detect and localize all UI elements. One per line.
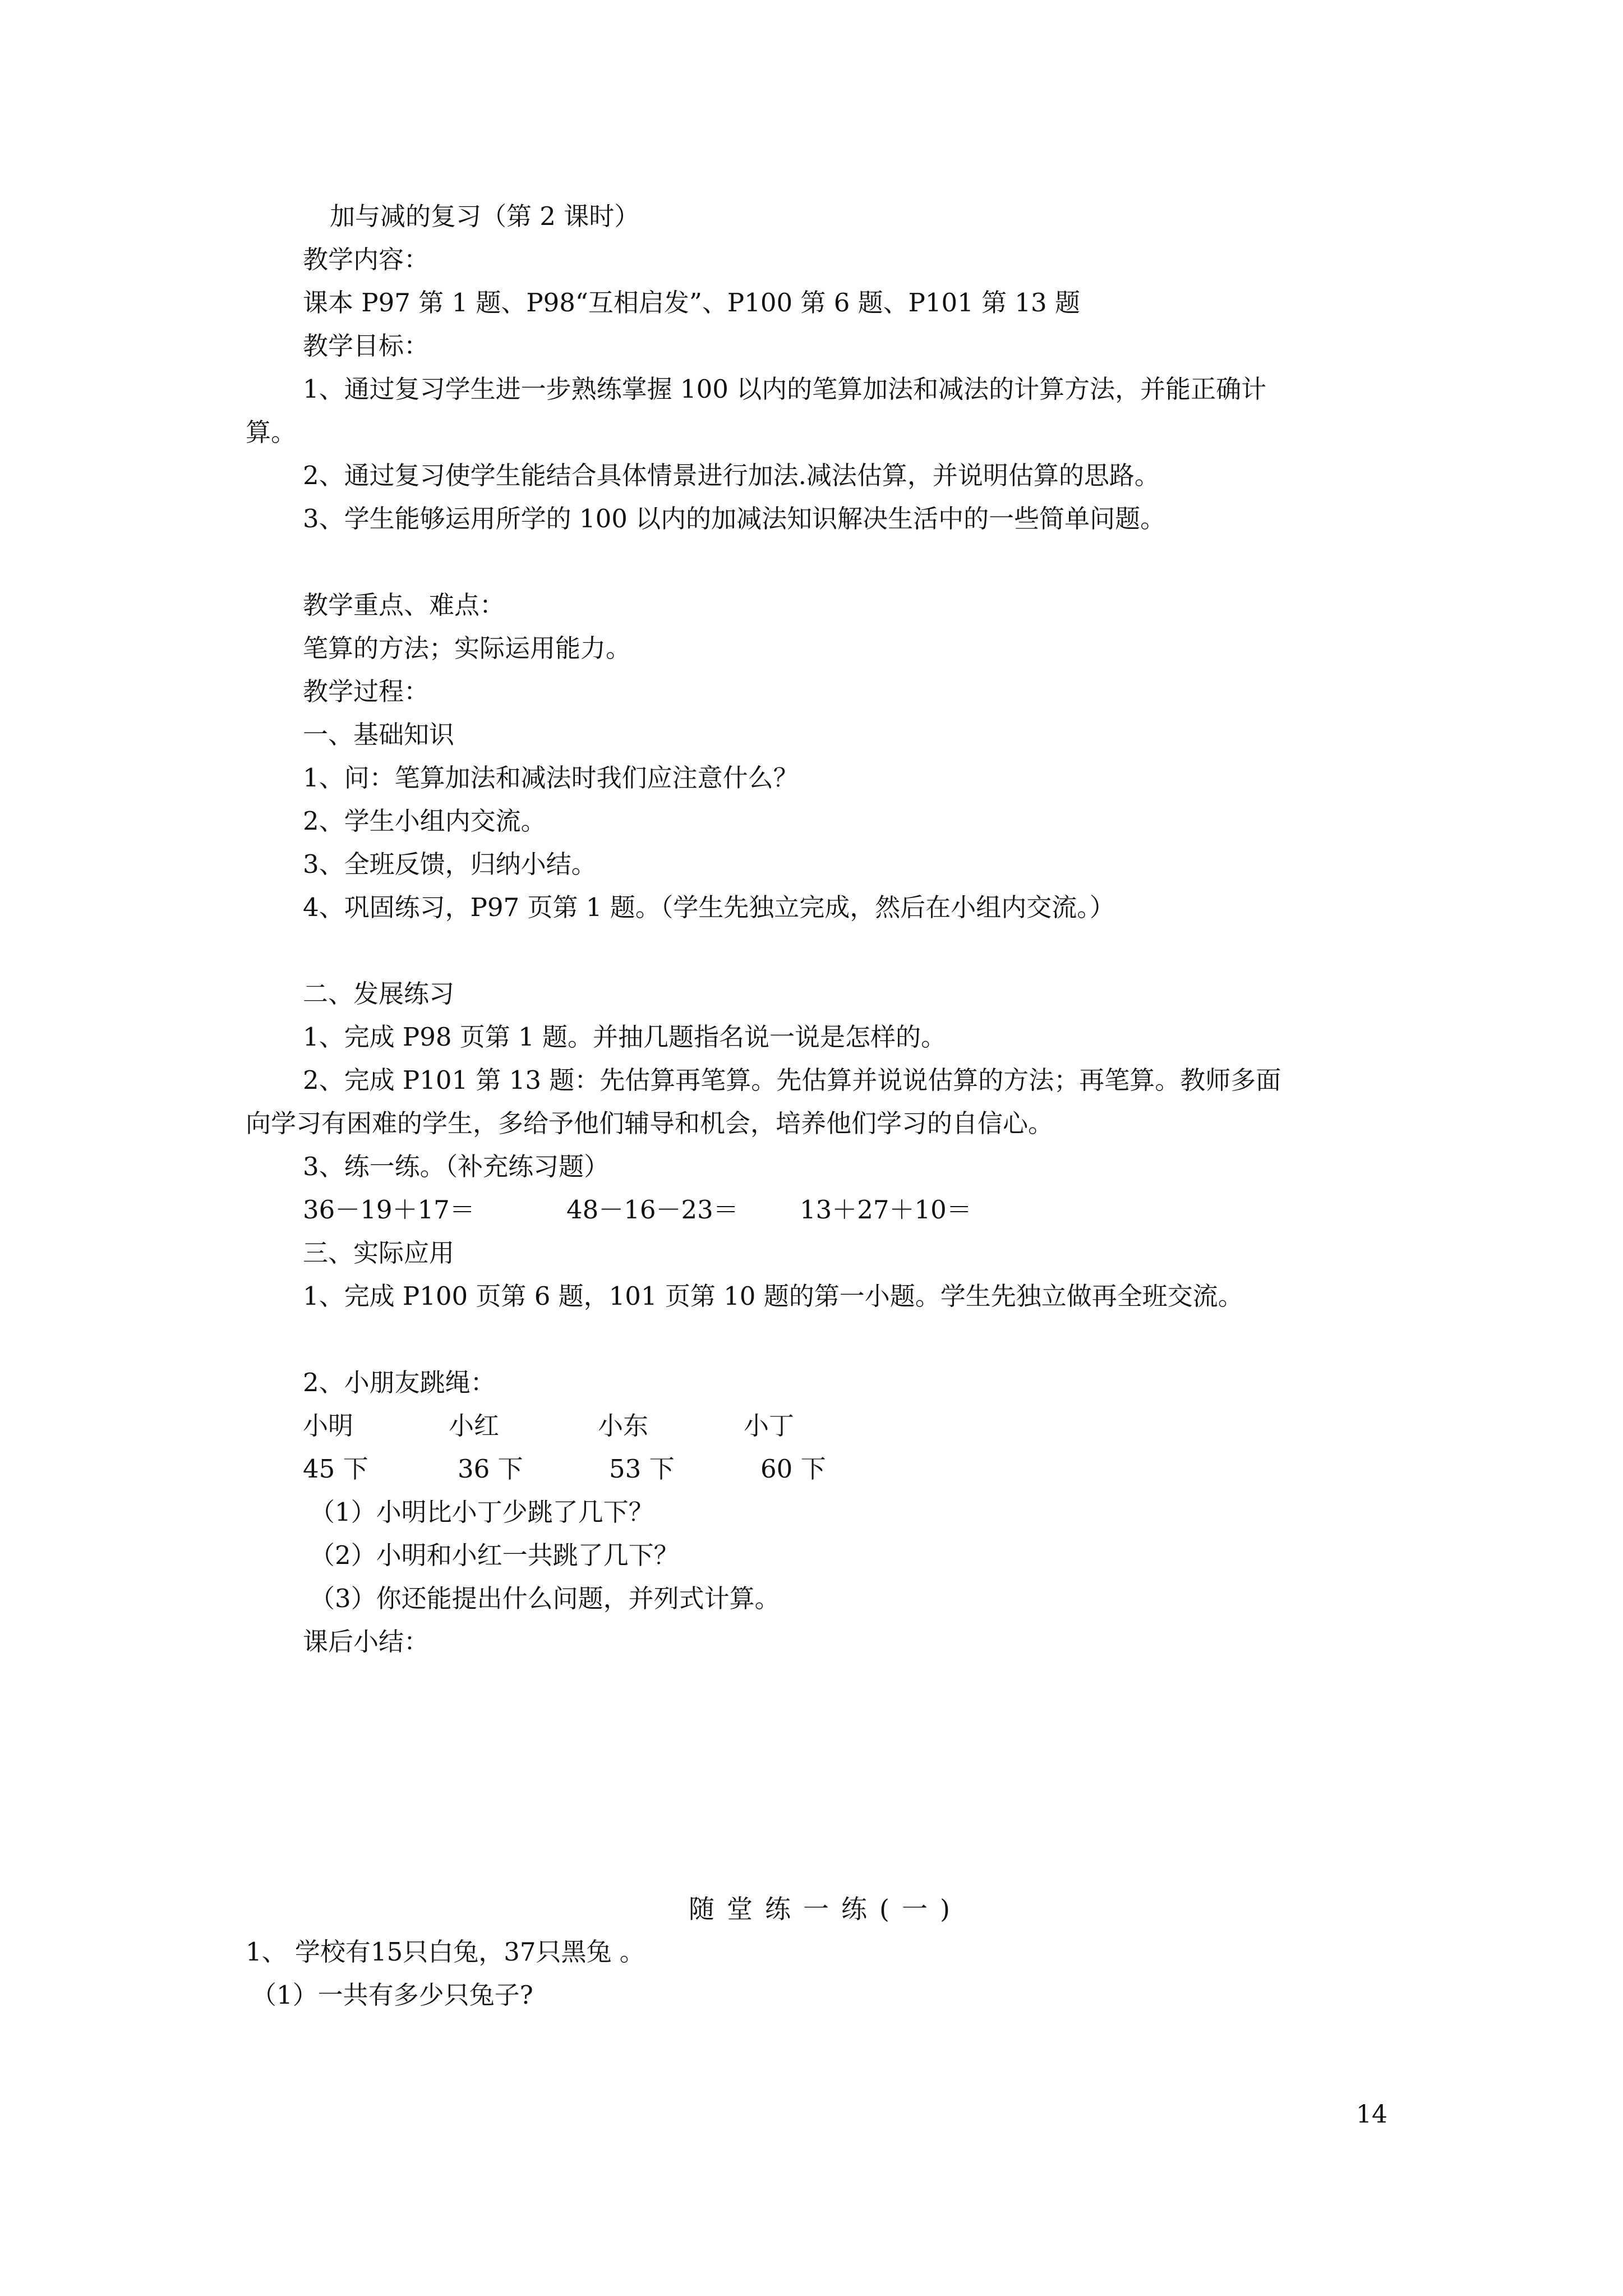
section-1-item-2: 2、学生小组内交流。 — [303, 806, 546, 836]
page-number: 14 — [1356, 2100, 1387, 2129]
question-2: （2）小明和小红一共跳了几下？ — [310, 1540, 679, 1570]
goal-1-line-2: 算。 — [246, 417, 297, 447]
practice-item-1: 1、 学校有15只白兔，37只黑兔 。 — [246, 1937, 645, 1967]
section-2-item-3: 3、练一练。（补充练习题） — [303, 1152, 610, 1181]
formula-3: 13＋27＋10＝ — [800, 1195, 972, 1225]
goal-3: 3、学生能够运用所学的 100 以内的加减法知识解决生活中的一些简单问题。 — [303, 504, 1166, 533]
formula-row — [303, 1193, 1088, 1227]
practice-item-1-question-1: （1）一共有多少只兔子? — [251, 1980, 533, 2010]
section-2-item-1: 1、完成 P98 页第 1 题。并抽几题指名说一说是怎样的。 — [303, 1022, 947, 1052]
key-label: 教学重点、难点： — [303, 590, 505, 620]
names-row — [303, 1409, 920, 1443]
goal-1-line-1: 1、通过复习学生进一步熟练掌握 100 以内的笔算加法和减法的计算方法，并能正确计 — [303, 374, 1267, 404]
section-1-heading: 一、基础知识 — [303, 720, 455, 749]
count-xiaodong: 53 下 — [609, 1454, 675, 1484]
counts-row — [303, 1452, 920, 1486]
content-label: 教学内容： — [303, 245, 430, 274]
name-xiaodong: 小东 — [598, 1411, 649, 1441]
name-xiaoding: 小丁 — [744, 1411, 795, 1441]
summary-label: 课后小结： — [303, 1627, 430, 1657]
section-1-item-1: 1、问：笔算加法和减法时我们应注意什么？ — [303, 763, 799, 793]
question-1: （1）小明比小丁少跳了几下？ — [310, 1497, 654, 1527]
section-1-item-3: 3、全班反馈，归纳小结。 — [303, 849, 597, 879]
count-xiaoming: 45 下 — [303, 1454, 368, 1484]
name-xiaoming: 小明 — [303, 1411, 354, 1441]
count-xiaohong: 36 下 — [458, 1454, 523, 1484]
section-3-item-2: 2、小朋友跳绳： — [303, 1368, 496, 1397]
formula-1: 36－19＋17＝ — [303, 1195, 475, 1225]
process-label: 教学过程： — [303, 677, 430, 706]
question-3: （3）你还能提出什么问题，并列式计算。 — [310, 1584, 780, 1613]
section-2-heading: 二、发展练习 — [303, 979, 455, 1009]
content-text: 课本 P97 第 1 题、P98“互相启发”、P100 第 6 题、P101 第 13 题 — [303, 288, 1080, 318]
goal-2: 2、通过复习使学生能结合具体情景进行加法.减法估算，并说明估算的思路。 — [303, 461, 1160, 490]
goals-label: 教学目标： — [303, 331, 430, 361]
lesson-title: 加与减的复习（第 2 课时） — [330, 201, 640, 231]
key-text: 笔算的方法；实际运用能力。 — [303, 633, 631, 663]
section-3-item-1: 1、完成 P100 页第 6 题，101 页第 10 题的第一小题。学生先独立做再全班交流。 — [303, 1281, 1243, 1311]
section-2-item-2-line-2: 向学习有困难的学生，多给予他们辅导和机会，培养他们学习的自信心。 — [246, 1108, 1054, 1138]
section-3-heading: 三、实际应用 — [303, 1238, 455, 1268]
count-xiaoding: 60 下 — [760, 1454, 826, 1484]
formula-2: 48－16－23＝ — [566, 1195, 739, 1225]
practice-title: 随堂练一练(一) — [689, 1894, 962, 1924]
section-2-item-2-line-1: 2、完成 P101 第 13 题：先估算再笔算。先估算并说说估算的方法；再笔算。教师多面 — [303, 1065, 1281, 1095]
section-1-item-4: 4、巩固练习，P97 页第 1 题。（学生先独立完成，然后在小组内交流。） — [303, 892, 1115, 922]
name-xiaohong: 小红 — [449, 1411, 500, 1441]
